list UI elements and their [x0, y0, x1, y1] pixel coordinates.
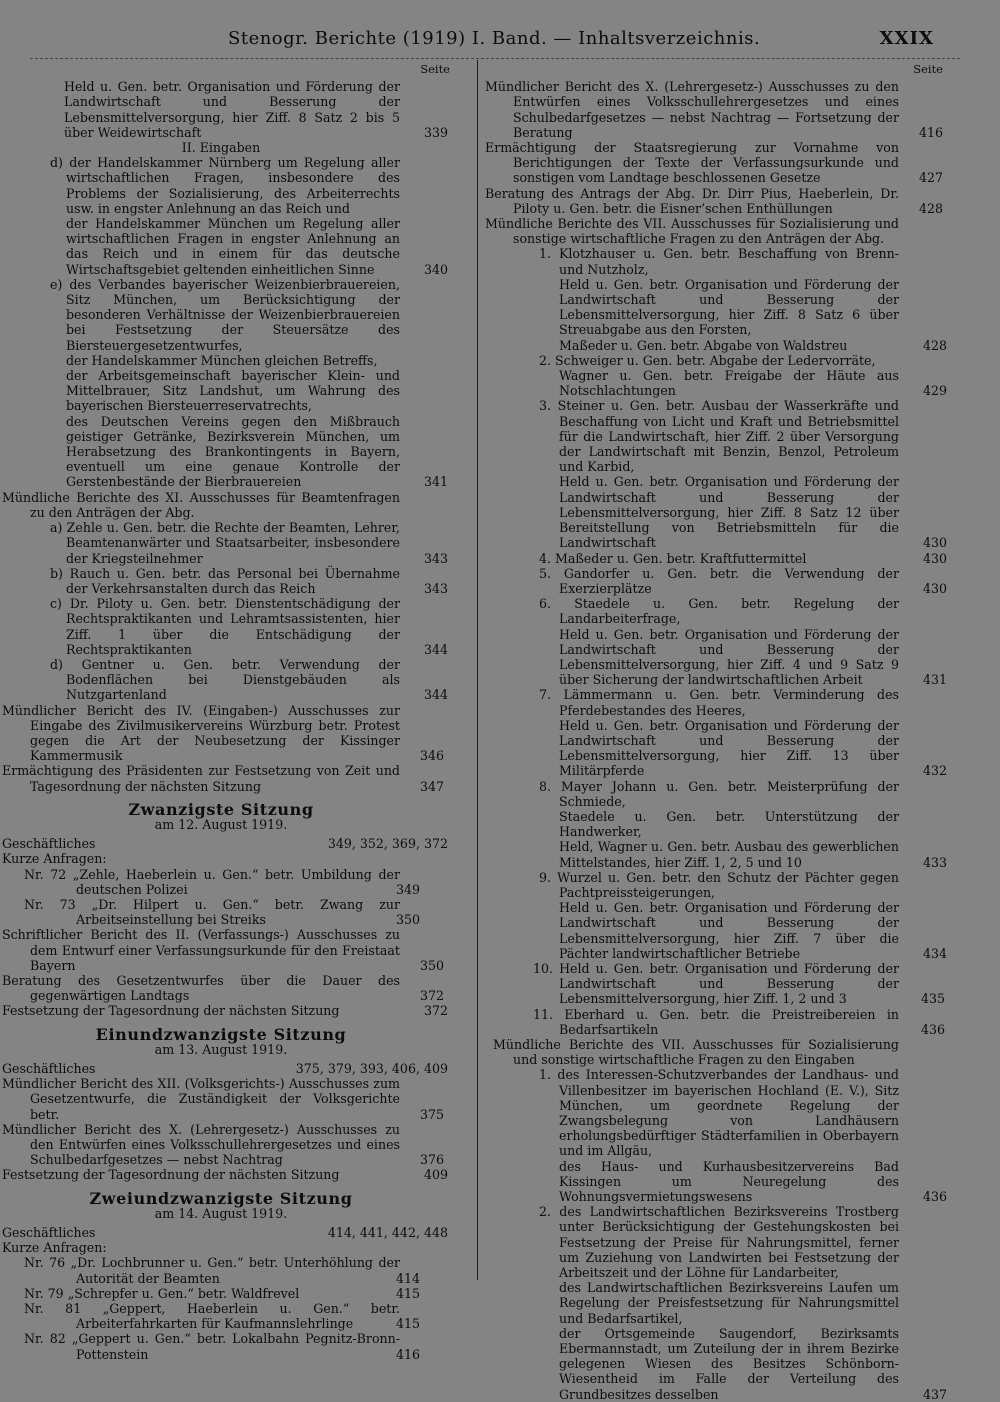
- toc-entry: Schriftlicher Bericht des II. (Verfassungs-) Ausschusses zu dem Entwurf einer Verfassungsurkunde für den Freistaat Bayern 350: [2, 927, 445, 973]
- toc-entry: Held, Wagner u. Gen. betr. Ausbau des gewerblichen Mittelstandes, hier Ziff. 1, 2, 5 und 10 433: [559, 839, 947, 870]
- toc-entry: 2. des Landwirtschaftlichen Bezirksvereins Trostberg unter Berücksichtigung der Gestehungskosten bei Festsetzung der Preise für Nahrungsmittel, ferner um Zuziehung von Landwirten bei Festsetzung der Arbeitszeit und der Löhne für Landarbeiter,: [539, 1204, 899, 1281]
- toc-entry: 7. Lämmermann u. Gen. betr. Verminderung des Pferdebestandes des Heeres,: [539, 687, 899, 718]
- session-date: am 13. August 1919.: [154, 1041, 288, 1057]
- toc-entry: der Ortsgemeinde Saugendorf, Bezirksamts Ebermannstadt, um Zuteilung der in ihrem Bezirke gelegenen Wiesen des Besitzes Schönborn-Wiesentheid im Falle der Verteilung des Grundbesitzes desselben 437: [559, 1325, 947, 1402]
- toc-entry: des Haus- und Kurhausbesitzervereins Bad Kissingen um Neuregelung des Wohnungsvermietungswesens 436: [559, 1158, 947, 1205]
- toc-entry: Mündliche Berichte des VII. Ausschusses für Sozialisierung und sonstige wirtschaftliche Fragen zu den Eingaben: [493, 1037, 899, 1068]
- toc-entry: Geschäftliches 414, 441, 442, 448: [2, 1225, 448, 1241]
- toc-entry: 1. Klotzhauser u. Gen. betr. Beschaffung von Brenn- und Nutzholz,: [539, 246, 899, 277]
- toc-entry: Nr. 72 „Zehle, Haeberlein u. Gen.“ betr. Umbildung der deutschen Polizei 349: [24, 866, 421, 897]
- toc-entry: Mündliche Berichte des VII. Ausschusses für Sozialisierung und sonstige wirtschaftliche Fragen zu den Anträgen der Abg.: [485, 216, 899, 247]
- toc-entry: Mündlicher Bericht des X. (Lehrergesetz-) Ausschusses zu den Entwürfen eines Volksschullehrergesetzes und eines Schulbedarfgesetzes — nebst Nachtrag — Fortsetzung der Beratung 416: [485, 79, 944, 140]
- toc-entry: Ermächtigung der Staatsregierung zur Vornahme von Berichtigungen der Texte der Verfassungsurkunde und sonstigen vom Landtage beschlossenen Gesetze 427: [485, 140, 944, 186]
- section-label: II. Eingaben: [181, 140, 261, 156]
- right-column: [485, 62, 947, 1402]
- toc-entry: Beratung des Antrags der Abg. Dr. Dirr Pius, Haeberlein, Dr. Piloty u. Gen. betr. die Eisner’schen Enthüllungen 428: [485, 185, 944, 216]
- toc-entry: Held u. Gen. betr. Organisation und Förderung der Landwirtschaft und Besserung der Lebensmittelversorgung, hier Ziff. 8 Satz 6 über Streuabgabe aus den Forsten,: [559, 276, 899, 338]
- toc-entry: Nr. 82 „Geppert u. Gen.“ betr. Lokalbahn Pegnitz-Bronn-Pottenstein 416: [24, 1331, 421, 1362]
- running-header: [0, 28, 1000, 58]
- toc-entry: Mündlicher Bericht des X. (Lehrergesetz-) Ausschusses zu den Entwürfen eines Volksschullehrergesetzes und eines Schulbedarfgesetzes — nebst Nachtrag 376: [2, 1121, 445, 1168]
- toc-entry: 1. des Interessen-Schutzverbandes der Landhaus- und Villenbesitzer im bayerischen Hochland (E. V.), Sitz München, um geordnete Regelung der Zwangsbelegung von Landhäusern erholungsbedürftiger Städterfamilien in Oberbayern und im Allgäu,: [539, 1067, 899, 1159]
- toc-entry: Festsetzung der Tagesordnung der nächsten Sitzung 409: [2, 1167, 448, 1183]
- toc-entry: Kurze Anfragen:: [2, 851, 107, 867]
- session-heading: Einundzwanzigste Sitzung: [95, 1024, 347, 1044]
- toc-entry: Beratung des Gesetzentwurfes über die Dauer des gegenwärtigen Landtags 372: [2, 972, 445, 1004]
- toc-entry: 2. Schweiger u. Gen. betr. Abgabe der Ledervorräte,: [539, 352, 876, 368]
- column-divider: [477, 60, 478, 1280]
- toc-entry: Held u. Gen. betr. Organisation und Förderung der Landwirtschaft und Besserung der Lebensmittelversorgung, hier Ziff. 4 und 9 Satz 9 über Sicherung der landwirtschaftlichen Arbeit 431: [559, 626, 947, 688]
- toc-entry: 8. Mayer Johann u. Gen. betr. Meisterprüfung der Schmiede,: [539, 778, 899, 809]
- toc-entry: d) der Handelskammer Nürnberg um Regelung aller wirtschaftlichen Fragen, insbesondere des Problems der Sozialisierung, des Arbeiterrechts usw. in engster Anlehnung an das Reich und: [50, 155, 400, 216]
- toc-entry: der Handelskammer München um Regelung aller wirtschaftlichen Fragen in engster Anlehnung an das Reich und in einem für das deutsche Wirtschaftsgebiet geltenden einheitlichen Sinne 340: [66, 216, 448, 277]
- toc-entry: 4. Maßeder u. Gen. betr. Kraftfuttermittel 430: [539, 550, 947, 566]
- seite-label: Seite: [913, 62, 943, 76]
- session-heading: Zweiundzwanzigste Sitzung: [89, 1188, 353, 1208]
- toc-entry: Held u. Gen. betr. Organisation und Förderung der Landwirtschaft und Besserung der Lebensmittelversorgung, hier Ziff. 8 Satz 12 über Bereitstellung von Betriebsmitteln für die Landwirtschaft 430: [559, 474, 947, 551]
- toc-entry: Nr. 79 „Schrepfer u. Gen.“ betr. Waldfrevel 415: [24, 1285, 421, 1301]
- toc-entry: der Arbeitsgemeinschaft bayerischer Klein- und Mittelbrauer, Sitz Landshut, um Wahrung des bayerischen Biersteuerreservatrechts,: [66, 368, 400, 414]
- toc-entry: der Handelskammer München gleichen Betreffs,: [66, 352, 378, 368]
- toc-entry: des Deutschen Vereins gegen den Mißbrauch geistiger Getränke, Bezirksverein München, um Herabsetzung des Brankontingents in Bayern, eventuell um eine genaue Kontrolle der Gerstenbestände der Bierbrauereien 341: [66, 413, 448, 490]
- toc-entry: 9. Wurzel u. Gen. betr. den Schutz der Pächter gegen Pachtpreissteigerungen,: [539, 869, 899, 900]
- toc-entry: Kurze Anfragen:: [2, 1240, 107, 1256]
- toc-entry: Geschäftliches 349, 352, 369, 372: [2, 836, 448, 852]
- toc-entry: Wagner u. Gen. betr. Freigabe der Häute aus Notschlachtungen 429: [559, 368, 947, 399]
- session-date: am 14. August 1919.: [154, 1205, 288, 1221]
- toc-entry: c) Dr. Piloty u. Gen. betr. Dienstentschädigung der Rechtspraktikanten und Lehramtsassistenten, hier Ziff. 1 über die Entschädigung der Rechtspraktikanten 344: [50, 596, 448, 657]
- toc-entry: Held u. Gen. betr. Organisation und Förderung der Landwirtschaft und Besserung der Lebensmittelversorgung, hier Ziff. 13 über Militärpferde 432: [559, 717, 947, 779]
- toc-entry: Ermächtigung des Präsidenten zur Festsetzung von Zeit und Tagesordnung der nächsten Sitzung 347: [2, 763, 445, 794]
- session-heading: Zwanzigste Sitzung: [128, 799, 314, 819]
- toc-entry: d) Gentner u. Gen. betr. Verwendung der Bodenflächen bei Dienstgebäuden als Nutzgartenland 344: [50, 656, 448, 703]
- header-rule: [30, 58, 960, 59]
- toc-entry: 11. Eberhard u. Gen. betr. die Preistreibereien in Bedarfsartikeln 436: [533, 1006, 946, 1037]
- toc-entry: Nr. 76 „Dr. Lochbrunner u. Gen.“ betr. Unterhöhlung der Autorität der Beamten 414: [24, 1255, 421, 1286]
- toc-entry: Festsetzung der Tagesordnung der nächsten Sitzung 372: [2, 1003, 448, 1019]
- left-column: [2, 62, 450, 1362]
- toc-entry: Maßeder u. Gen. betr. Abgabe von Waldstreu 428: [559, 337, 947, 353]
- toc-entry: Staedele u. Gen. betr. Unterstützung der Handwerker,: [559, 808, 899, 840]
- page-number: XXIX: [879, 28, 934, 49]
- toc-entry: Held u. Gen. betr. Organisation und Förderung der Landwirtschaft und Besserung der Lebensmittelversorgung, hier Ziff. 8 Satz 2 bis 5 über Weidewirtschaft 339: [64, 79, 448, 140]
- toc-entry: 10. Held u. Gen. betr. Organisation und Förderung der Landwirtschaft und Besserung der Lebensmittelversorgung, hier Ziff. 1, 2 und 3 435: [533, 960, 946, 1007]
- running-title: Stenogr. Berichte (1919) I. Band. — Inhaltsverzeichnis.: [228, 28, 761, 49]
- toc-entry: Held u. Gen. betr. Organisation und Förderung der Landwirtschaft und Besserung der Lebensmittelversorgung, hier Ziff. 7 über die Pächter landwirtschaftlicher Betriebe 434: [559, 900, 947, 961]
- toc-entry: Nr. 81 „Geppert, Haeberlein u. Gen.“ betr. Arbeiterfahrkarten für Kaufmannslehrlinge 415: [24, 1301, 421, 1332]
- toc-entry: 5. Gandorfer u. Gen. betr. die Verwendung der Exerzierplätze 430: [539, 565, 947, 596]
- toc-entry: Mündlicher Bericht des IV. (Eingaben-) Ausschusses zur Eingabe des Zivilmusikervereins Würzburg betr. Protest gegen die Art der Neubesetzung der Kissinger Kammermusik 346: [2, 702, 445, 764]
- toc-entry: Nr. 73 „Dr. Hilpert u. Gen.“ betr. Zwang zur Arbeitseinstellung bei Streiks 350: [24, 896, 421, 928]
- toc-entry: a) Zehle u. Gen. betr. die Rechte der Beamten, Lehrer, Beamtenanwärter und Staatsarbeiter, insbesondere der Kriegsteilnehmer 343: [50, 520, 448, 566]
- toc-entry: Mündliche Berichte des XI. Ausschusses für Beamtenfragen zu den Anträgen der Abg.: [2, 489, 400, 520]
- toc-entry: e) des Verbandes bayerischer Weizenbierbrauereien, Sitz München, um Berücksichtigung der besonderen Verhältnisse der Weizenbierbrauereien bei Festsetzung der Steuersätze des Biersteuergesetzentwurfes,: [50, 276, 400, 353]
- toc-entry: Mündlicher Bericht des XII. (Volksgerichts-) Ausschusses zum Gesetzentwurfe, die Zuständigkeit der Volksgerichte betr. 375: [2, 1076, 445, 1122]
- seite-label: Seite: [420, 62, 450, 76]
- toc-entry: 3. Steiner u. Gen. betr. Ausbau der Wasserkräfte und Beschaffung von Licht und Kraft und Betriebsmittel für die Landwirtschaft, hier Ziff. 2 über Versorgung der Landwirtschaft mit Benzin, Benzol, Petroleum und Karbid,: [539, 398, 899, 475]
- toc-entry: b) Rauch u. Gen. betr. das Personal bei Übernahme der Verkehrsanstalten durch das Reich 343: [50, 565, 448, 596]
- session-date: am 12. August 1919.: [154, 816, 288, 832]
- toc-entry: des Landwirtschaftlichen Bezirksvereins Laufen um Regelung der Preisfestsetzung für Nahrungsmittel und Bedarfsartikel,: [559, 1280, 899, 1326]
- toc-entry: Geschäftliches 375, 379, 393, 406, 409: [2, 1061, 448, 1076]
- toc-entry: 6. Staedele u. Gen. betr. Regelung der Landarbeiterfrage,: [539, 596, 899, 627]
